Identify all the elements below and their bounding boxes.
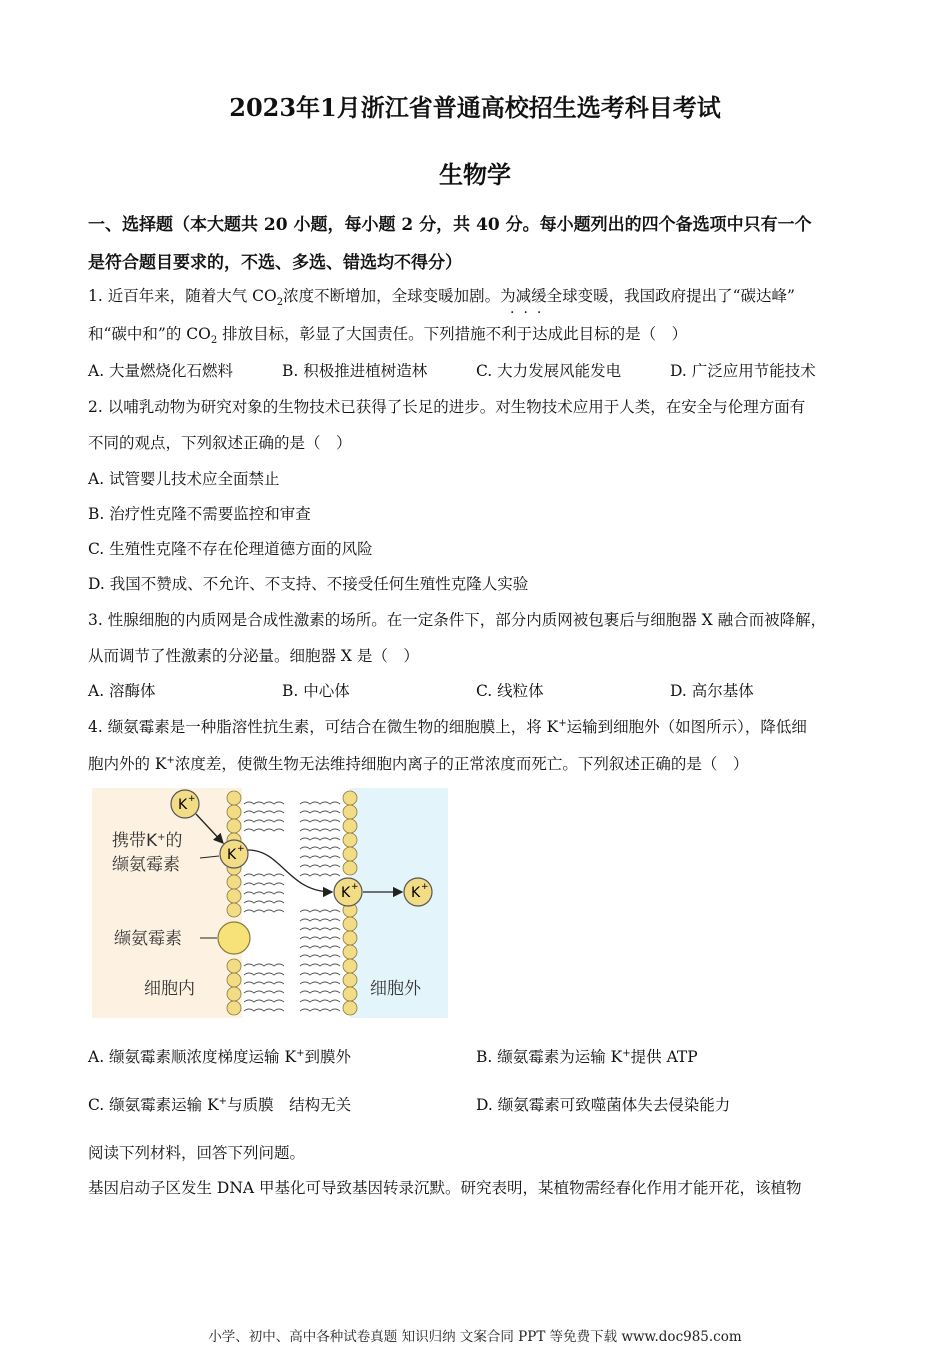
lipid-tail (244, 991, 284, 993)
lipid-head (343, 917, 357, 931)
lipid-tail (300, 964, 340, 966)
potassium-ion-bound-icon (220, 840, 248, 868)
svg-text:+: + (351, 882, 359, 892)
lipid-head (343, 833, 357, 847)
q3-option-a: A. 溶酶体 (88, 682, 156, 700)
lipid-head (343, 959, 357, 973)
lipid-tail (244, 874, 284, 876)
carrier-label-1: 携带K+的 (112, 831, 183, 851)
lipid-tail (300, 955, 340, 957)
lipid-head (343, 931, 357, 945)
lipid-tail (244, 964, 284, 966)
lipid-head (343, 805, 357, 819)
q2-option-d: D. 我国不赞成、不允许、不支持、不接受任何生殖性克隆人实验 (88, 575, 529, 593)
lipid-tail (244, 883, 284, 885)
valinomycin-molecule (218, 922, 250, 954)
lipid-tail (300, 847, 340, 849)
lipid-tail (300, 1009, 340, 1011)
lipid-tail (300, 856, 340, 858)
svg-text:+: + (237, 844, 245, 854)
lipid-tail (244, 892, 284, 894)
lipid-head (227, 791, 241, 805)
lipid-head (343, 861, 357, 875)
q3-option-b: B. 中心体 (282, 682, 350, 700)
lipid-head (227, 959, 241, 973)
arrow-transport (248, 850, 332, 892)
exam-title: 2023年1月浙江省普通高校招生选考科目考试 (229, 93, 721, 122)
lipid-tail (244, 820, 284, 822)
cell-inside-label: 细胞内 (144, 979, 195, 999)
lipid-tail (300, 820, 340, 822)
q2-option-a: A. 试管婴儿技术应全面禁止 (88, 470, 280, 488)
lipid-tail (244, 802, 284, 804)
lipid-tail (300, 838, 340, 840)
section-heading-2: 是符合题目要求的，不选、多选、错选均不得分） (88, 253, 462, 273)
lipid-tail (244, 982, 284, 984)
lipid-head (227, 973, 241, 987)
lipid-tail (300, 829, 340, 831)
q4-option-a: A. 缬氨霉素顺浓度梯度运输 K+到膜外 (88, 1047, 351, 1066)
lipid-head (227, 903, 241, 917)
lipid-head (227, 1001, 241, 1015)
lipid-head (343, 987, 357, 1001)
lipid-tail (300, 865, 340, 867)
lipid-tail (300, 982, 340, 984)
q2-option-c: C. 生殖性克隆不存在伦理道德方面的风险 (88, 540, 373, 558)
lipid-head (343, 819, 357, 833)
svg-text:+: + (188, 794, 196, 804)
lipid-tail (300, 991, 340, 993)
svg-text:K: K (178, 797, 188, 813)
q4-option-c: C. 缬氨霉素运输 K+与质膜 结构无关 (88, 1095, 352, 1114)
q1-emphasis-dots: ··· (510, 305, 551, 321)
svg-text:K: K (411, 885, 421, 901)
svg-text:K: K (341, 885, 351, 901)
lipid-tail (244, 829, 284, 831)
q2-line-1: 2. 以哺乳动物为研究对象的生物技术已获得了长足的进步。对生物技术应用于人类，在安全与伦理方面有 (88, 398, 806, 416)
lipid-tail (300, 874, 340, 876)
q4-line-2: 胞内外的 K+浓度差，使微生物无法维持细胞内离子的正常浓度而死亡。下列叙述正确的是（ ） (88, 754, 749, 773)
lipid-tail (244, 1009, 284, 1011)
svg-text:K: K (227, 847, 237, 863)
section-heading-1: 一、选择题（本大题共 20 小题，每小题 2 分，共 40 分。每小题列出的四个备选项中只有一个 (88, 215, 812, 235)
lipid-head (343, 945, 357, 959)
q1-option-a: A. 大量燃烧化石燃料 (88, 362, 234, 380)
lipid-tail (300, 802, 340, 804)
reading-intro: 阅读下列材料，回答下列问题。 (88, 1144, 306, 1162)
valinomycin-label: 缬氨霉素 (114, 929, 182, 949)
lipid-head (343, 847, 357, 861)
q4-option-b: B. 缬氨霉素为运输 K+提供 ATP (476, 1047, 698, 1066)
lipid-tail (300, 919, 340, 921)
lipid-head (343, 791, 357, 805)
membrane-transport-figure (92, 788, 448, 1018)
lipid-head (343, 1001, 357, 1015)
lipid-tail (300, 946, 340, 948)
q3-option-d: D. 高尔基体 (670, 682, 754, 700)
q1-option-d: D. 广泛应用节能技术 (670, 362, 816, 380)
lipid-head (227, 987, 241, 1001)
cell-outside-label: 细胞外 (370, 979, 421, 999)
lipid-tail (300, 811, 340, 813)
lipid-head (227, 819, 241, 833)
lipid-tail (244, 811, 284, 813)
lipid-tail (244, 910, 284, 912)
carrier-label-2: 缬氨霉素 (112, 855, 180, 875)
reading-material: 基因启动子区发生 DNA 甲基化可导致基因转录沉默。研究表明，某植物需经春化作用才能开花，该植物 (88, 1179, 802, 1197)
q2-line-2: 不同的观点，下列叙述正确的是（ ） (88, 434, 352, 452)
lipid-tail (300, 928, 340, 930)
lipid-head (227, 805, 241, 819)
q1-option-c: C. 大力发展风能发电 (476, 362, 622, 380)
potassium-ion-released-icon (334, 878, 362, 906)
q3-line-2: 从而调节了性激素的分泌量。细胞器 X 是（ ） (88, 647, 419, 665)
lipid-head (227, 889, 241, 903)
page-footer: 小学、初中、高中各种试卷真题 知识归纳 文案合同 PPT 等免费下载 www.doc985.com (208, 1329, 742, 1345)
lipid-tail (244, 1000, 284, 1002)
lipid-tail (300, 910, 340, 912)
potassium-ion-outside-icon (404, 878, 432, 906)
q4-option-d: D. 缬氨霉素可致噬菌体失去侵染能力 (476, 1096, 731, 1114)
lipid-tail (244, 973, 284, 975)
lipid-tail (300, 973, 340, 975)
lipid-tail (244, 901, 284, 903)
q3-line-1: 3. 性腺细胞的内质网是合成性激素的场所。在一定条件下，部分内质网被包裹后与细胞器 X 融合而被降解， (88, 611, 827, 629)
lipid-head (227, 875, 241, 889)
potassium-ion-icon (171, 790, 199, 818)
q4-line-1: 4. 缬氨霉素是一种脂溶性抗生素，可结合在微生物的细胞膜上，将 K+运输到细胞外（如图所示），降低细 (88, 717, 807, 736)
q1-option-b: B. 积极推进植树造林 (282, 362, 428, 380)
lipid-tail (300, 1000, 340, 1002)
q3-option-c: C. 线粒体 (476, 682, 544, 700)
svg-text:+: + (421, 882, 429, 892)
lipid-tail (300, 937, 340, 939)
lipid-head (343, 973, 357, 987)
lipid-bilayer (227, 791, 357, 1015)
q2-option-b: B. 治疗性克隆不需要监控和审查 (88, 505, 311, 523)
exam-subject: 生物学 (439, 160, 511, 189)
q1-line-2: 和“碳中和”的 $CO_2$ 排放目标，彰显了大国责任。下列措施不利于达成此目标的是（ ） (88, 325, 688, 347)
q1-line-1: 1. 近百年来，随着大气 $CO_2$浓度不断增加，全球变暖加剧。为减缓全球变暖，我国政府提出了“碳达峰” (88, 287, 795, 309)
